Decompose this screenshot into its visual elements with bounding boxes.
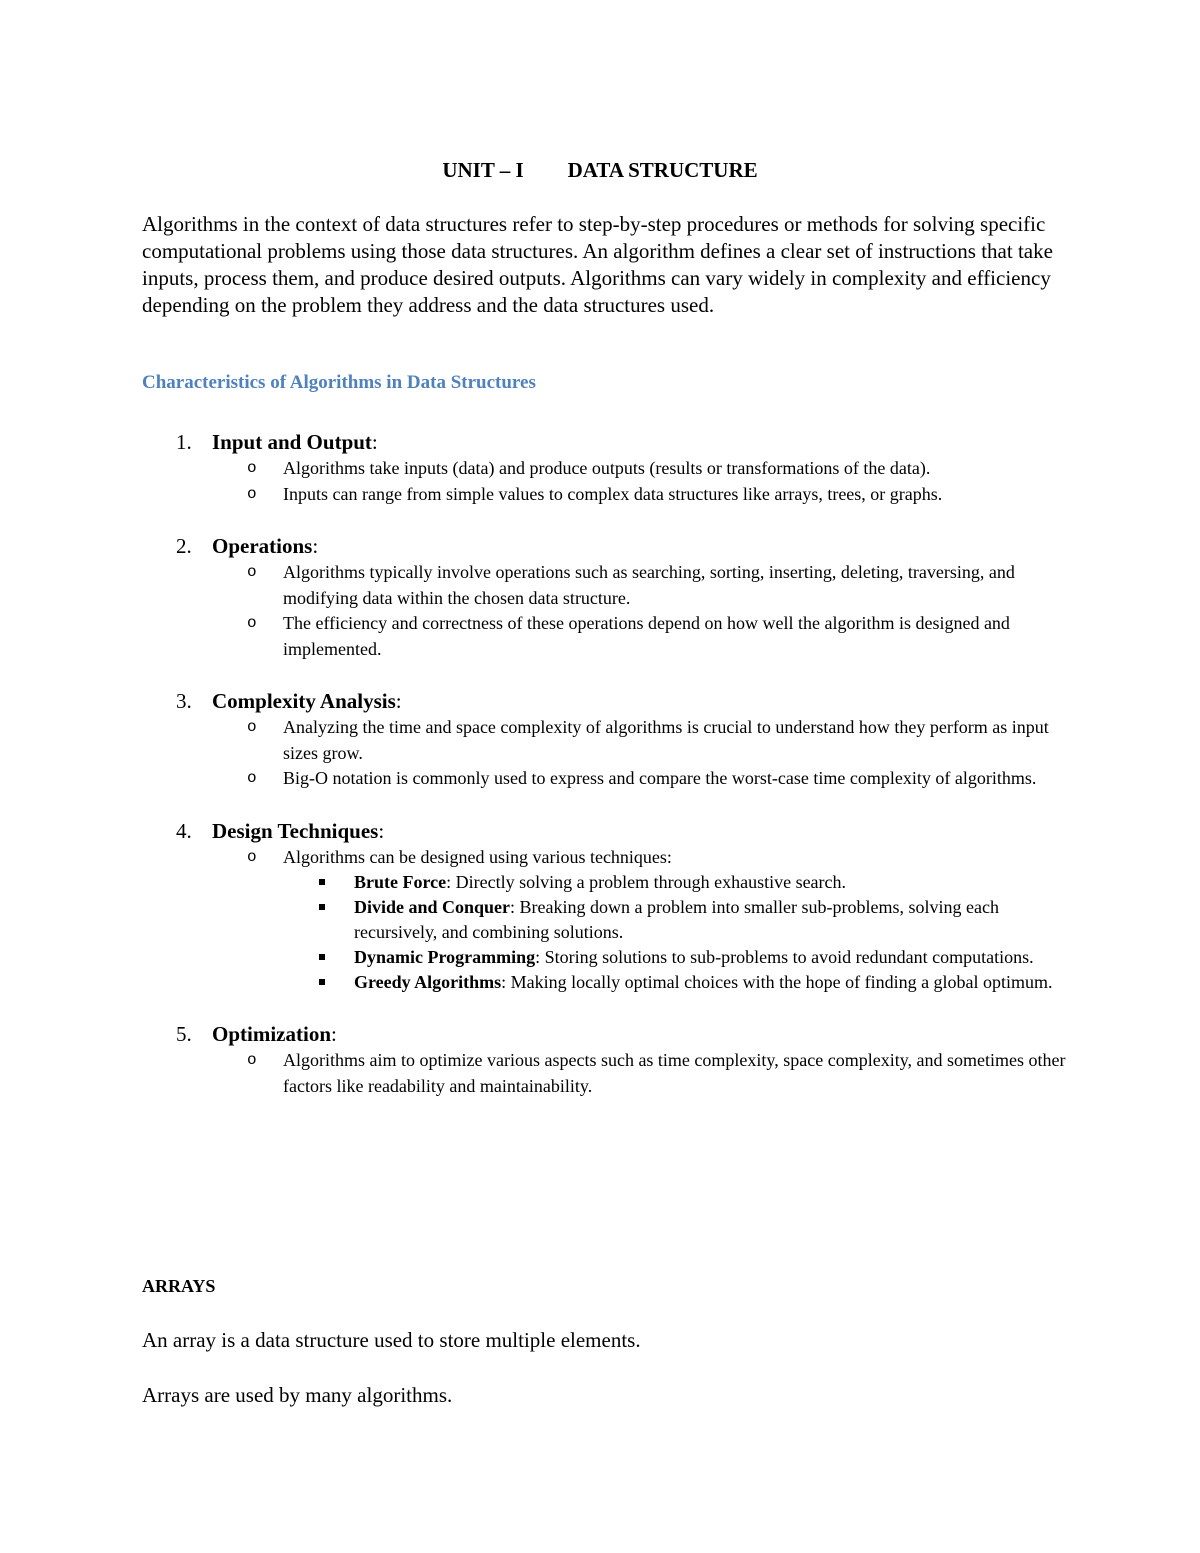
list-item <box>142 817 1072 996</box>
item-number: 2. <box>176 534 192 558</box>
sub-list-item: o Analyzing the time and space complexity of algorithms is crucial to understand how they perform as input sizes grow. <box>247 717 1049 763</box>
list-item <box>142 687 1072 792</box>
square-bullet-icon <box>319 979 325 985</box>
technique-item: Dynamic Programming: Storing solutions to sub-problems to avoid redundant computations. <box>283 945 1072 970</box>
item-title: Complexity Analysis: <box>212 689 402 713</box>
technique-list <box>283 870 1072 995</box>
circle-bullet-icon: o <box>247 563 257 581</box>
circle-bullet-icon: o <box>247 484 257 503</box>
sub-list <box>212 1048 1072 1099</box>
characteristics-list <box>142 428 1072 1124</box>
list-item <box>142 428 1072 507</box>
circle-bullet-icon: o <box>247 459 257 477</box>
sub-list-item: o Algorithms take inputs (data) and produce outputs (results or transformations of the data). <box>212 456 1072 482</box>
technique-item: Greedy Algorithms: Making locally optimal choices with the hope of finding a global optimum. <box>283 970 1072 995</box>
arrays-heading: ARRAYS <box>142 1276 216 1296</box>
intro-paragraph: Algorithms in the context of data structures refer to step-by-step procedures or methods for solving specific computational problems using those data structures. An algorithm defines a clear set of instructions that take inputs, process them, and produce desired outputs. Algorithms can vary widely in complexity and efficiency depending on the problem they address and the data structures used. <box>142 212 1053 317</box>
arrays-paragraph: An array is a data structure used to store multiple elements. <box>142 1328 641 1352</box>
technique-item: Brute Force: Directly solving a problem through exhaustive search. <box>283 870 1072 895</box>
square-bullet-icon <box>319 904 325 910</box>
unit-label: UNIT – I <box>442 158 524 182</box>
list-item <box>142 1020 1072 1099</box>
item-title: Operations: <box>212 534 319 558</box>
circle-bullet-icon: o <box>247 718 257 736</box>
arrays-paragraph: Arrays are used by many algorithms. <box>142 1383 453 1407</box>
subject-label: DATA STRUCTURE <box>567 158 758 182</box>
circle-bullet-icon: o <box>247 769 257 787</box>
square-bullet-icon <box>319 954 325 960</box>
item-number: 4. <box>176 818 192 843</box>
circle-bullet-icon: o <box>247 614 257 632</box>
list-item <box>142 532 1072 662</box>
item-number: 5. <box>176 1022 192 1046</box>
technique-item: Divide and Conquer: Breaking down a problem into smaller sub-problems, solving each recursively, and combining solutions. <box>283 895 1072 945</box>
item-title: Input and Output: <box>212 430 378 454</box>
sub-list-item: o The efficiency and correctness of these operations depend on how well the algorithm is designed and implemented. <box>247 613 1010 659</box>
item-title: Optimization: <box>212 1022 337 1046</box>
circle-bullet-icon: o <box>247 847 257 866</box>
sub-list <box>212 715 1072 792</box>
item-number: 1. <box>176 430 192 454</box>
item-title: Design Techniques: <box>212 818 385 843</box>
square-bullet-icon <box>319 879 325 885</box>
sub-list <box>212 456 1072 507</box>
circle-bullet-icon: o <box>247 1051 257 1069</box>
sub-list <box>212 560 1072 662</box>
sub-list <box>212 845 1072 996</box>
sub-list-item: o Inputs can range from simple values to complex data structures like arrays, trees, or graphs. <box>212 482 1072 508</box>
sub-list-item: o Algorithms can be designed using various techniques: Brute Force: Directly solving a problem through exhaustive search. Divide and Conquer: Breaking down a problem into smaller sub-problems, solving each recursively, and combining solutions. Dynamic Programming: Storing solutions to sub-problems to avoid redundant computations. Greedy Algorithms: Making locally optimal choices with the hope of finding a global optimum. <box>212 845 1072 996</box>
sub-list-item: o Algorithms typically involve operations such as searching, sorting, inserting, deleting, traversing, and modifying data within the chosen data structure. <box>247 562 1015 608</box>
sub-list-item: o Algorithms aim to optimize various aspects such as time complexity, space complexity, and sometimes other factors like readability and maintainability. <box>247 1050 1066 1096</box>
page-title <box>0 158 1200 183</box>
item-number: 3. <box>176 689 192 713</box>
characteristics-heading: Characteristics of Algorithms in Data Structures <box>142 372 536 393</box>
sub-list-item: o Big-O notation is commonly used to express and compare the worst-case time complexity of algorithms. <box>212 766 1072 792</box>
